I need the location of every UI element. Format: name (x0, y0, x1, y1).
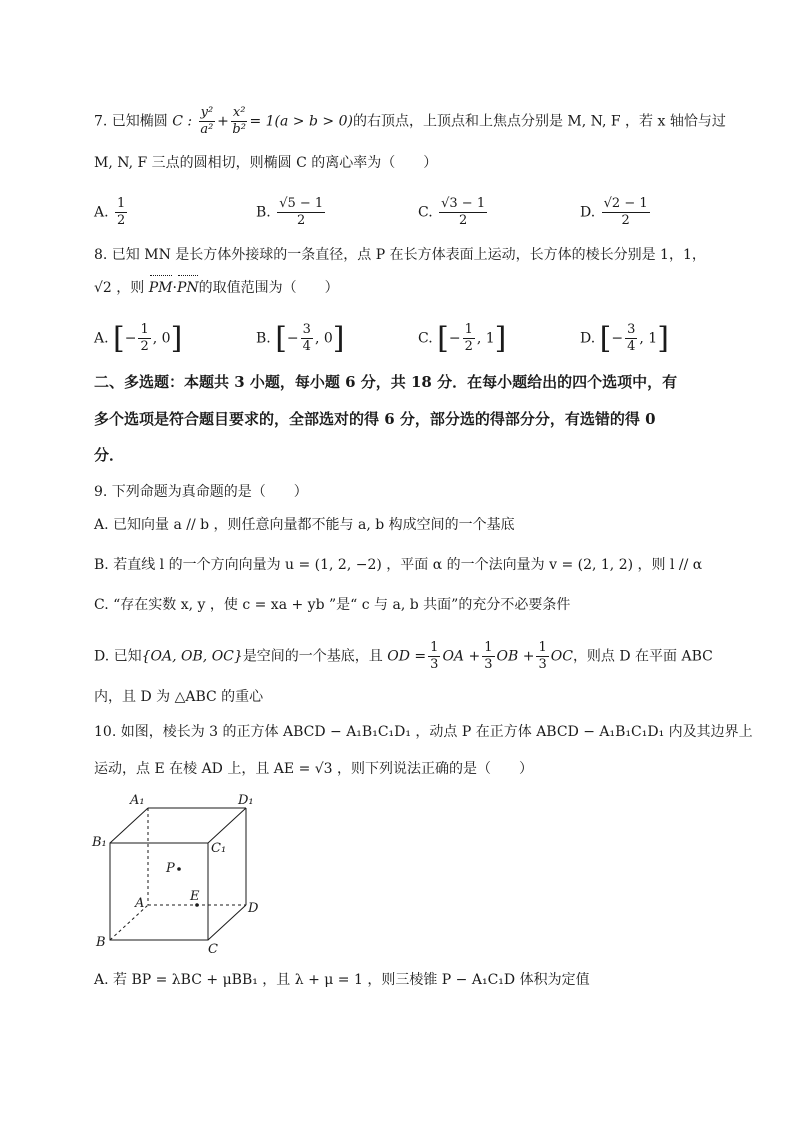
q7-frac-y-num: y² (200, 105, 214, 120)
q8-option-a (94, 322, 182, 355)
q8-dot: · (172, 280, 177, 296)
q7-frac-y-den: a² (200, 122, 214, 137)
label-p: P (166, 861, 175, 876)
q8-opt-c-label: C. (418, 330, 433, 347)
q9-d-suffix: ，则点 D 在平面 ABC (572, 648, 713, 665)
q8-opt-d-rbracket: ] (657, 320, 669, 356)
q8-opt-b-lbracket: [ (275, 320, 287, 356)
q9-option-c: C. “存在实数 x, y ，使 c = xa + yb ”是“ c 与 a, b 共面”的充分不必要条件 (94, 597, 571, 613)
q7-line1-suffix: 的右顶点，上顶点和上焦点分别是 M, N, F ，若 x 轴恰与过 (352, 113, 726, 130)
q9-d-prefix: D. 已知 (94, 648, 142, 665)
q7-frac-x-den: b² (232, 122, 246, 137)
q8-opt-d-num: 3 (627, 322, 636, 337)
q9-option-d-line1 (94, 640, 713, 673)
q7-opt-d-label: D. (580, 204, 596, 221)
section2-heading-line2: 多个选项是符合题目要求的，全部选对的得 6 分，部分选的得部分分，有选错的得 0 (94, 410, 656, 428)
q7-opt-a-frac (115, 196, 127, 229)
q8-opt-d-den: 4 (627, 339, 636, 354)
q8-opt-c-minus: − (448, 330, 461, 347)
q9-option-d-line2: 内，且 D 为 △ABC 的重心 (94, 689, 264, 705)
q8-opt-b-label: B. (256, 330, 271, 347)
q7-opt-c-frac (439, 196, 487, 229)
q7-line2: M, N, F 三点的圆相切，则椭圆 C 的离心率为（ ） (94, 155, 438, 171)
section2-heading-line1: 二、多选题：本题共 3 小题，每小题 6 分，共 18 分．在每小题给出的四个选项中，有 (94, 373, 678, 391)
q8-opt-c-rbracket: ] (494, 320, 507, 356)
q7-eq-rest: = 1(a > b > 0) (249, 113, 353, 130)
q8-opt-c-num: 1 (464, 322, 473, 337)
q8-option-c (418, 322, 506, 355)
q9-d-frac-oa-den: 3 (430, 657, 439, 672)
q9-d-oc: OC (550, 648, 573, 665)
section2-heading-line3: 分． (94, 446, 125, 464)
q8-option-d (580, 322, 669, 355)
q8-opt-c-lbracket: [ (437, 320, 449, 356)
q8-opt-b-den: 4 (302, 339, 311, 354)
q8-opt-a-lbracket: [ (113, 320, 125, 356)
q7-opt-b-den: 2 (297, 213, 306, 228)
q7-opt-d-num: √2 − 1 (603, 196, 648, 211)
q7-opt-d-frac (602, 196, 650, 229)
q9-d-od: OD = (387, 648, 427, 665)
q8-opt-c-tail: , 1 (476, 330, 495, 347)
q9-d-frac-oa-num: 1 (430, 640, 439, 655)
q7-option-d (580, 196, 652, 229)
q7-opt-b-num: √5 − 1 (279, 196, 324, 211)
edge-c-d (208, 905, 246, 940)
q7-opt-a-num: 1 (117, 196, 126, 211)
label-a1: A₁ (130, 793, 145, 808)
q8-opt-a-num: 1 (140, 322, 149, 337)
q8-opt-b-minus: − (286, 330, 299, 347)
q8-opt-b-num: 3 (302, 322, 311, 337)
q9-d-frac-oa (428, 640, 440, 673)
q7-line1 (94, 105, 726, 138)
q7-opt-d-den: 2 (621, 213, 630, 228)
q8-opt-d-lbracket: [ (599, 320, 612, 356)
label-e: E (190, 889, 200, 904)
cube-figure (90, 790, 270, 960)
q9-option-a: A. 已知向量 a // b ，则任意向量都不能与 a, b 构成空间的一个基底 (94, 517, 515, 533)
q8-opt-b-rbracket: ] (332, 320, 345, 356)
q9-d-frac-ob-den: 3 (484, 657, 493, 672)
label-b1: B₁ (92, 835, 107, 850)
q7-ellipse-c: C : (172, 113, 193, 130)
q8-opt-d-label: D. (580, 330, 596, 347)
q7-prefix: 7. 已知椭圆 (94, 113, 168, 130)
q8-opt-a-minus: − (124, 330, 137, 347)
q7-opt-b-label: B. (256, 204, 271, 221)
label-d: D (248, 901, 259, 916)
q10-line1: 10. 如图，棱长为 3 的正方体 ABCD − A₁B₁C₁D₁ ，动点 P 在正方体 ABCD − A₁B₁C₁D₁ 内及其边界上 (94, 724, 753, 740)
edge-c1-d1 (208, 808, 246, 843)
q7-plus: + (217, 113, 229, 130)
q9-d-frac-oc-num: 1 (538, 640, 547, 655)
q9-d-frac-ob (482, 640, 494, 673)
q9-d-oa: OA + (442, 648, 481, 665)
q8-option-b (256, 322, 344, 355)
q7-opt-c-den: 2 (458, 213, 468, 228)
q7-opt-c-num: √3 − 1 (441, 196, 486, 211)
q8-line2-b: 的取值范围为（ ） (198, 280, 339, 296)
q7-opt-c-label: C. (418, 204, 433, 221)
label-d1: D₁ (238, 793, 254, 808)
q9-d-frac-oc (536, 640, 548, 673)
q8-opt-b-frac (301, 322, 313, 355)
q8-opt-a-tail: , 0 (152, 330, 171, 347)
q8-opt-a-frac (138, 322, 150, 355)
q7-frac-x-num: x² (232, 105, 246, 120)
q7-option-b (256, 196, 327, 229)
q9-option-b: B. 若直线 l 的一个方向向量为 u = (1, 2, −2) ，平面 α 的一个法向量为 v = (2, 1, 2) ，则 l // α (94, 557, 703, 573)
q7-opt-a-den: 2 (117, 213, 126, 228)
q9-d-mid: 是空间的一个基底，且 (242, 648, 383, 665)
q8-opt-d-tail: , 1 (639, 330, 658, 347)
q7-frac-y (199, 105, 216, 138)
point-p (177, 867, 181, 871)
q10-line2: 运动，点 E 在棱 AD 上，且 AE = √3 ，则下列说法正确的是（ ） (94, 761, 534, 777)
q9-d-frac-ob-num: 1 (484, 640, 493, 655)
q8-opt-c-den: 2 (464, 339, 473, 354)
q8-opt-b-tail: , 0 (314, 330, 333, 347)
label-a: A (135, 896, 145, 911)
q8-vector-pn: PN (177, 277, 199, 299)
q7-option-c (418, 196, 489, 229)
q9-d-frac-oc-den: 3 (538, 657, 547, 672)
q9-d-ob: OB + (496, 648, 535, 665)
q8-opt-d-minus: − (611, 330, 624, 347)
q7-opt-b-frac (277, 196, 325, 229)
label-c: C (208, 942, 218, 957)
q7-option-a (94, 196, 129, 229)
q8-opt-a-label: A. (94, 330, 109, 347)
q8-vector-pm: PM (149, 277, 173, 299)
q7-frac-x (231, 105, 248, 138)
q8-opt-d-frac (625, 322, 637, 355)
q8-line1: 8. 已知 MN 是长方体外接球的一条直径，点 P 在长方体表面上运动，长方体的棱长分别是 1，1， (94, 247, 706, 263)
q8-opt-a-rbracket: ] (170, 320, 183, 356)
q9-d-basis: {OA, OB, OC} (141, 648, 243, 665)
label-c1: C₁ (211, 841, 227, 856)
q7-opt-a-label: A. (94, 204, 109, 221)
label-b: B (96, 935, 106, 950)
q8-opt-a-den: 2 (140, 339, 149, 354)
edge-b1-a1 (110, 808, 148, 843)
q8-line2-a: √2 ，则 (94, 280, 145, 296)
q9-stem: 9. 下列命题为真命题的是（ ） (94, 484, 308, 500)
q8-opt-c-frac (463, 322, 475, 355)
q8-line2 (94, 277, 339, 299)
q10-option-a: A. 若 BP = λBC + μBB₁ ，且 λ + μ = 1 ，则三棱锥 P − A₁C₁D 体积为定值 (94, 972, 590, 988)
